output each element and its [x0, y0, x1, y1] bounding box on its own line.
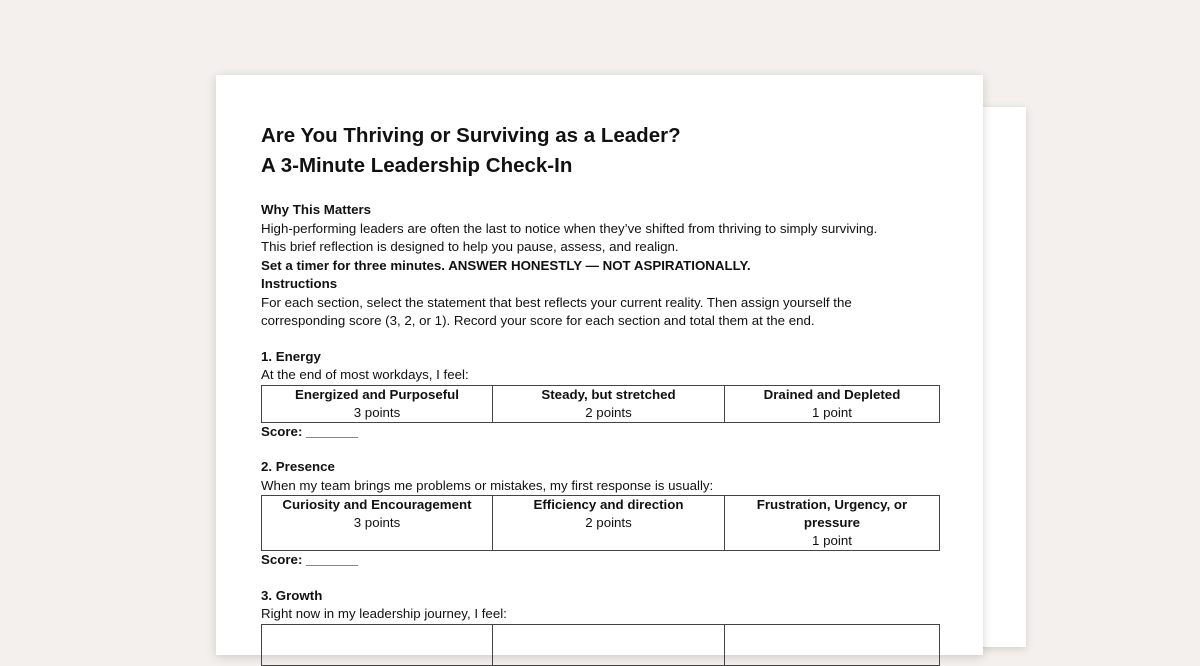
option-label: Drained and Depleted [763, 386, 901, 402]
score-line: Score: _______ [261, 552, 358, 567]
option-cell [725, 496, 940, 551]
instructions-line-2: corresponding score (3, 2, or 1). Record your score for each section and total them at the end. [261, 313, 815, 328]
score-line: Score: _______ [261, 423, 358, 439]
option-label: Efficiency and direction [533, 497, 684, 512]
section-heading: 1. Energy [261, 348, 321, 364]
option-cell [262, 496, 493, 551]
option-cell [725, 624, 940, 665]
worksheet-page [216, 75, 983, 655]
section-prompt: At the end of most workdays, I feel: [261, 367, 469, 382]
why-text-line-1: High-performing leaders are often the last to notice when they’ve shifted from thriving to simply surviving. [261, 220, 878, 236]
option-cell [493, 385, 725, 422]
option-points: 3 points [353, 404, 401, 420]
section-prompt: When my team brings me problems or mistakes, my first response is usually: [261, 477, 714, 493]
option-label: Frustration, Urgency, or pressure [756, 497, 908, 530]
section-prompt: Right now in my leadership journey, I feel: [261, 606, 507, 621]
option-points: 2 points [585, 404, 632, 420]
option-label: Steady, but stretched [541, 386, 676, 402]
section-growth [261, 587, 941, 666]
option-points: 3 points [353, 515, 401, 530]
option-points: 1 point [812, 533, 852, 548]
option-cell [493, 624, 725, 665]
title-line-2: A 3-Minute Leadership Check-In [261, 154, 573, 177]
option-label: Curiosity and Encouragement [282, 497, 472, 512]
title-line-1: Are You Thriving or Surviving as a Leader? [261, 124, 681, 147]
option-cell [262, 385, 493, 422]
timer-instruction: Set a timer for three minutes. ANSWER HONESTLY — NOT ASPIRATIONALLY. [261, 257, 751, 273]
section-heading: 2. Presence [261, 459, 335, 474]
options-table [261, 385, 940, 423]
options-table [261, 495, 940, 551]
option-label: Energized and Purposeful [294, 386, 460, 402]
instructions-line-1: For each section, select the statement that best reflects your current reality. Then assign yourself the [261, 294, 852, 310]
option-points: 1 point [812, 404, 852, 420]
section-heading: 3. Growth [261, 587, 323, 603]
why-heading: Why This Matters [261, 202, 372, 217]
worksheet-content [261, 121, 941, 666]
why-text-line-2: This brief reflection is designed to help you pause, assess, and realign. [261, 239, 679, 254]
section-presence [261, 458, 941, 570]
option-cell [493, 496, 725, 551]
section-energy [261, 348, 941, 442]
instructions-heading: Instructions [261, 276, 338, 291]
option-cell [262, 624, 493, 665]
option-cell [725, 385, 940, 422]
option-points: 2 points [585, 515, 632, 530]
